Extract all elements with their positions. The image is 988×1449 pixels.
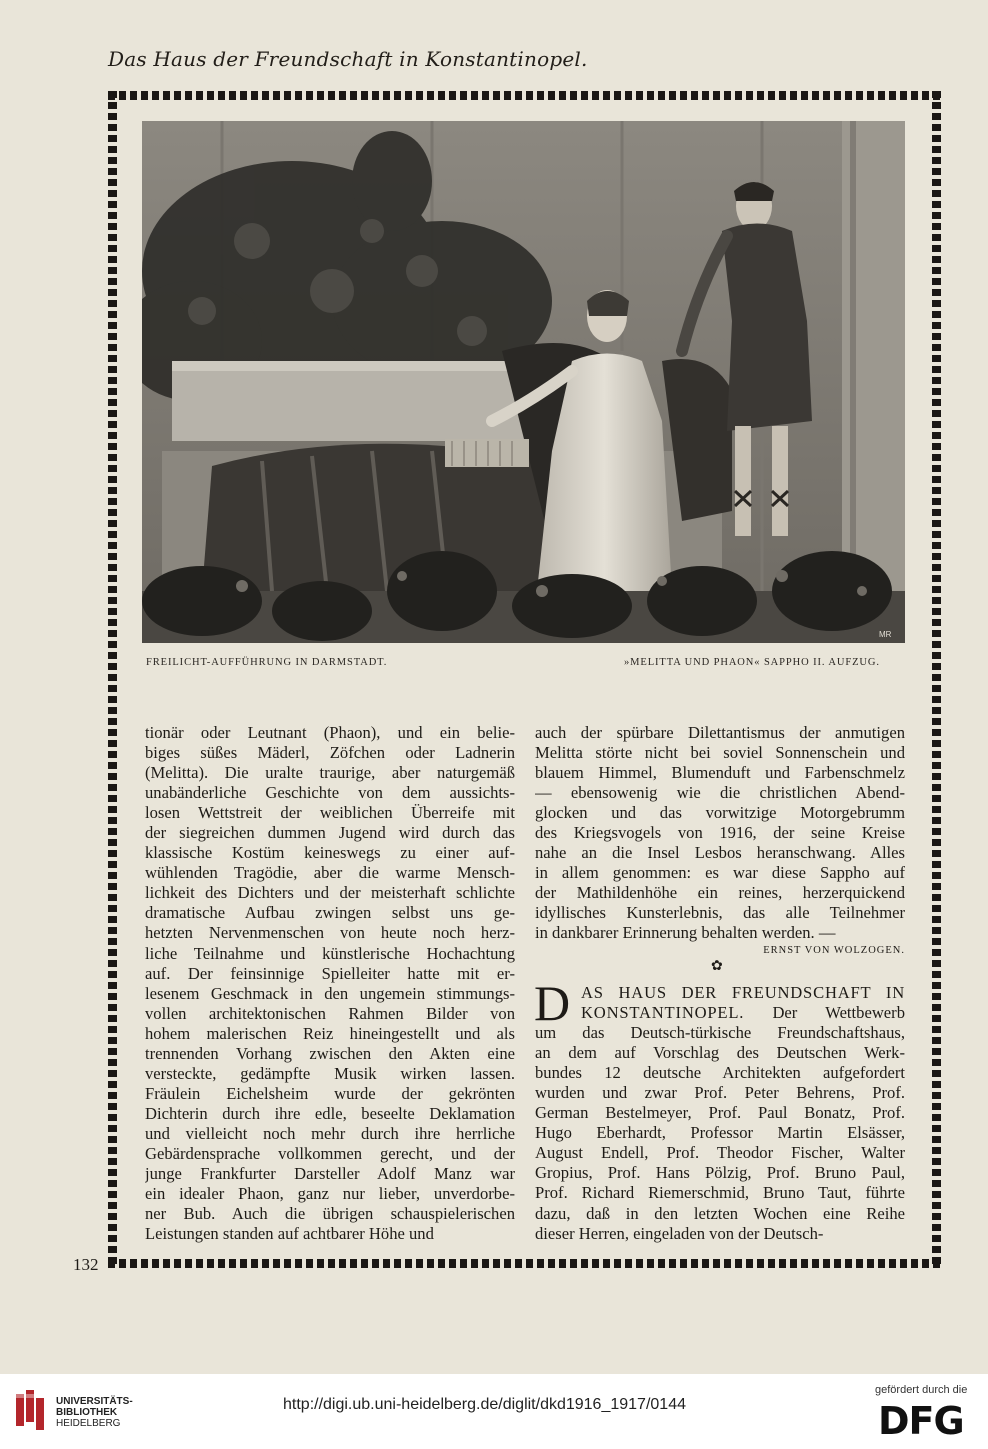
library-name [56, 1396, 133, 1429]
section-body [535, 1023, 905, 1244]
article-left-line: und vielleicht noch mehr durch ihre herrliche [145, 1123, 515, 1143]
section-heading-word: KONSTANTINOPEL. [581, 1003, 745, 1023]
article-right-line: in allem genommen: es war diese Sappho auf [535, 863, 905, 883]
article-left-line: tionär oder Leutnant (Phaon), und ein belie- [145, 723, 515, 742]
section-line: dieser Herren, eingeladen von der Deutsch- [535, 1223, 824, 1243]
section-line: um das Deutsch-türkische Freundschaftshaus, [535, 1023, 905, 1043]
article-right-line: — ebensowenig wie die christlichen Abend- [535, 783, 905, 803]
section-line: August Endell, Prof. Theodor Fischer, Walter [535, 1143, 905, 1163]
section-heading-line2 [535, 1003, 905, 1023]
author-signature: ERNST VON WOLZOGEN. [763, 945, 905, 956]
dfg-logo[interactable]: DFG [878, 1399, 964, 1443]
photo-caption-right: »MELITTA UND PHAON« SAPPHO II. AUFZUG. [624, 657, 880, 668]
article-right-line: idyllisches Kunsterlebnis, das alle Teilnehmer [535, 903, 905, 923]
article-left-line: auf. Der feinsinnige Spielleiter hatte mit er- [145, 963, 515, 983]
article-left-line: Dichterin durch ihre edle, beseelte Deklamation [145, 1103, 515, 1123]
photo-caption-left: FREILICHT-AUFFÜHRUNG IN DARMSTADT. [146, 657, 388, 668]
viewer-footer [0, 1374, 988, 1449]
article-left-line: biges süßes Mäderl, Zöfchen oder Ladnerin [145, 743, 515, 763]
article-left-line: Leistungen standen auf achtbarer Höhe und [145, 1224, 434, 1244]
border-top [108, 91, 941, 100]
article-right-line: auch der spürbare Dilettantismus der anmutigen [535, 723, 905, 742]
article-left-line: ner Bub. Auch die übrigen schauspielerischen [145, 1204, 515, 1224]
library-line-3: HEIDELBERG [56, 1418, 121, 1429]
section-column [534, 975, 905, 1244]
border-bottom [108, 1259, 941, 1268]
theatre-photograph [142, 121, 905, 643]
section-line: Hugo Eberhardt, Professor Martin Elsässer, [535, 1123, 905, 1143]
section-line: bundes 12 deutsche Architekten aufgefordert [535, 1063, 905, 1083]
article-left-line: hetzten Nervenmenschen von heute noch herz- [145, 923, 515, 943]
section-line: German Bestelmeyer, Prof. Paul Bonatz, Prof. [535, 1103, 905, 1123]
article-left-line: klassische Kostüm keineswegs zu einer auf- [145, 843, 515, 863]
article-left-line: liche Teilnahme und künstlerische Hochachtung [145, 943, 515, 963]
section-line: an dem auf Vorschlag des Deutschen Werk- [535, 1043, 905, 1063]
drop-cap: D [534, 975, 571, 1031]
article-left-line: trennenden Vorhang zwischen den Akten eine [145, 1043, 515, 1063]
article-left-line: Gebärdensprache vollkommen gerecht, und der [145, 1143, 515, 1163]
library-logo-icon[interactable] [14, 1388, 50, 1436]
article-left-line: der siegreichen dummen Jugend wird durch das [145, 823, 515, 843]
library-line-1: UNIVERSITÄTS- [56, 1396, 133, 1407]
permalink-url[interactable]: http://digi.ub.uni-heidelberg.de/diglit/dkd1916_1917/0144 [283, 1396, 686, 1413]
border-left [108, 91, 117, 1268]
article-left-line: junge Frankfurter Darsteller Adolf Manz war [145, 1164, 515, 1184]
section-line: Prof. Richard Riemerschmid, Bruno Taut, führte [535, 1183, 905, 1203]
article-right-line: nahe an die Insel Lesbos heranschwang. Alles [535, 843, 905, 863]
article-column-left [145, 723, 515, 1244]
article-left-line: dramatische Aufbau zwingen selbst uns ge- [145, 903, 515, 923]
article-right-line: glocken und das vorwitzige Motorgebrumm [535, 803, 905, 823]
section-line2-rest: Der Wettbewerb [772, 1003, 905, 1023]
funded-by-label: gefördert durch die [875, 1384, 968, 1396]
page-number: 132 [73, 1255, 99, 1274]
article-right-line: blauem Himmel, Blumenduft und Farbenschmelz [535, 763, 905, 783]
library-line-2: BIBLIOTHEK [56, 1407, 118, 1418]
article-left-line: lichkeit des Dichters und der meisterhaft schlichte [145, 883, 515, 903]
article-left-line: (Melitta). Die uralte traurige, aber naturgemäß [145, 763, 515, 783]
article-right-line: in dankbarer Erinnerung behalten werden. — [535, 923, 836, 943]
article-left-line: lesenem Geschmack in den ungemein stimmungs- [145, 983, 515, 1003]
article-left-line: unabänderliche Geschichte von dem aussichts- [145, 783, 515, 803]
section-ornament: ✿ [711, 958, 723, 974]
article-left-line: Fräulein Eichelsheim wurde der gekrönten [145, 1083, 515, 1103]
article-right-line: des Kriegsvogels von 1916, der seine Kreise [535, 823, 905, 843]
running-header: Das Haus der Freundschaft in Konstantinopel. [108, 47, 588, 71]
photographer-monogram: MR [879, 630, 892, 639]
section-heading-line1: AS HAUS DER FREUNDSCHAFT IN [581, 983, 905, 1002]
article-right-line: Melitta störte nicht bei soviel Sonnenschein und [535, 743, 905, 763]
section-line: wurden und zwar Prof. Peter Behrens, Prof. [535, 1083, 905, 1103]
section-line: dazu, daß in den letzten Wochen eine Reihe [535, 1203, 905, 1223]
border-right [932, 91, 941, 1268]
article-left-line: versteckte, gedämpfte Musik wirken lassen. [145, 1063, 515, 1083]
article-left-line: ein idealer Phaon, ganz nur lieber, unverdorbe- [145, 1184, 515, 1204]
article-column-right [535, 723, 905, 944]
article-left-line: hohem malerischen Reiz hineingestellt und als [145, 1023, 515, 1043]
article-left-line: losen Wettstreit der weiblichen Überreife mit [145, 803, 515, 823]
article-left-line: wühlenden Tragödie, aber die warme Mensch- [145, 863, 515, 883]
article-right-line: der Mathildenhöhe ein reines, herzerquickend [535, 883, 905, 903]
article-left-line: vollen architektonischen Rahmen Bilder von [145, 1003, 515, 1023]
section-line: Gropius, Prof. Hans Pölzig, Prof. Bruno Paul, [535, 1163, 905, 1183]
